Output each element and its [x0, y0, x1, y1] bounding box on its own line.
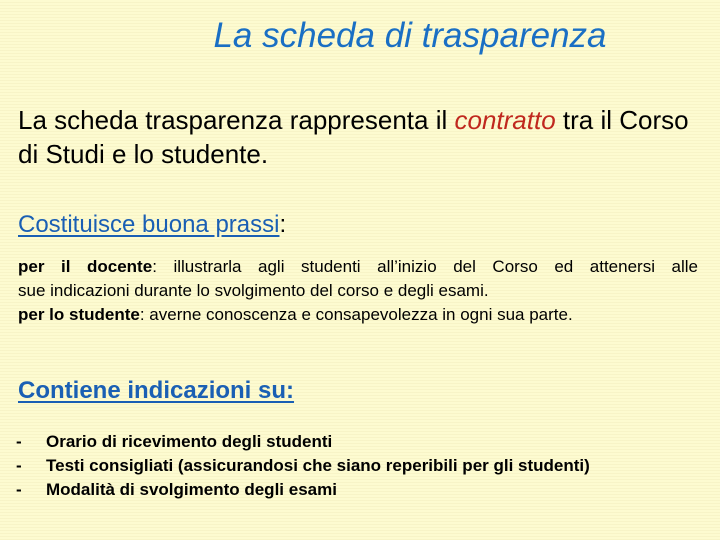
list-item — [12, 430, 590, 454]
section-heading-contiene — [18, 377, 294, 405]
section-heading-colon: : — [279, 211, 287, 238]
intro-paragraph — [18, 103, 708, 171]
list-item — [12, 478, 590, 502]
studente-label: per lo studente — [18, 305, 140, 324]
docente-line-2: sue indicazioni durante lo svolgimento del corso e degli esami. — [18, 281, 489, 300]
intro-highlight-contratto: contratto — [454, 105, 556, 135]
intro-text-before: La scheda trasparenza rappresenta il — [18, 105, 455, 135]
list-bullet: - — [16, 432, 22, 451]
studente-line — [18, 303, 698, 327]
section-heading-buona-prassi — [18, 211, 286, 239]
docente-label: per il docente — [18, 257, 153, 276]
docente-line-1 — [18, 255, 698, 279]
section-heading-buona-prassi-text: Costituisce buona prassi — [18, 211, 280, 238]
section-heading-contiene-text: Contiene indicazioni su: — [18, 377, 295, 404]
page-title: La scheda di trasparenza — [213, 16, 607, 55]
list-bullet: - — [16, 480, 22, 499]
intro-text-after: tra il Corso di Studi e lo studente. — [18, 105, 689, 169]
docente-text-a: : illustrarla agli studenti all’inizio del Corso ed attenersi alle — [152, 257, 699, 276]
buona-prassi-paragraph — [18, 255, 698, 327]
list-item-text: Testi consigliati (assicurandosi che siano reperibili per gli studenti) — [46, 456, 590, 475]
indicazioni-list — [12, 430, 590, 502]
list-item — [12, 454, 590, 478]
list-item-text: Modalità di svolgimento degli esami — [46, 480, 337, 499]
list-item-text: Orario di ricevimento degli studenti — [46, 432, 333, 451]
studente-text: : averne conoscenza e consapevolezza in ogni sua parte. — [139, 305, 573, 324]
list-bullet: - — [16, 456, 22, 475]
